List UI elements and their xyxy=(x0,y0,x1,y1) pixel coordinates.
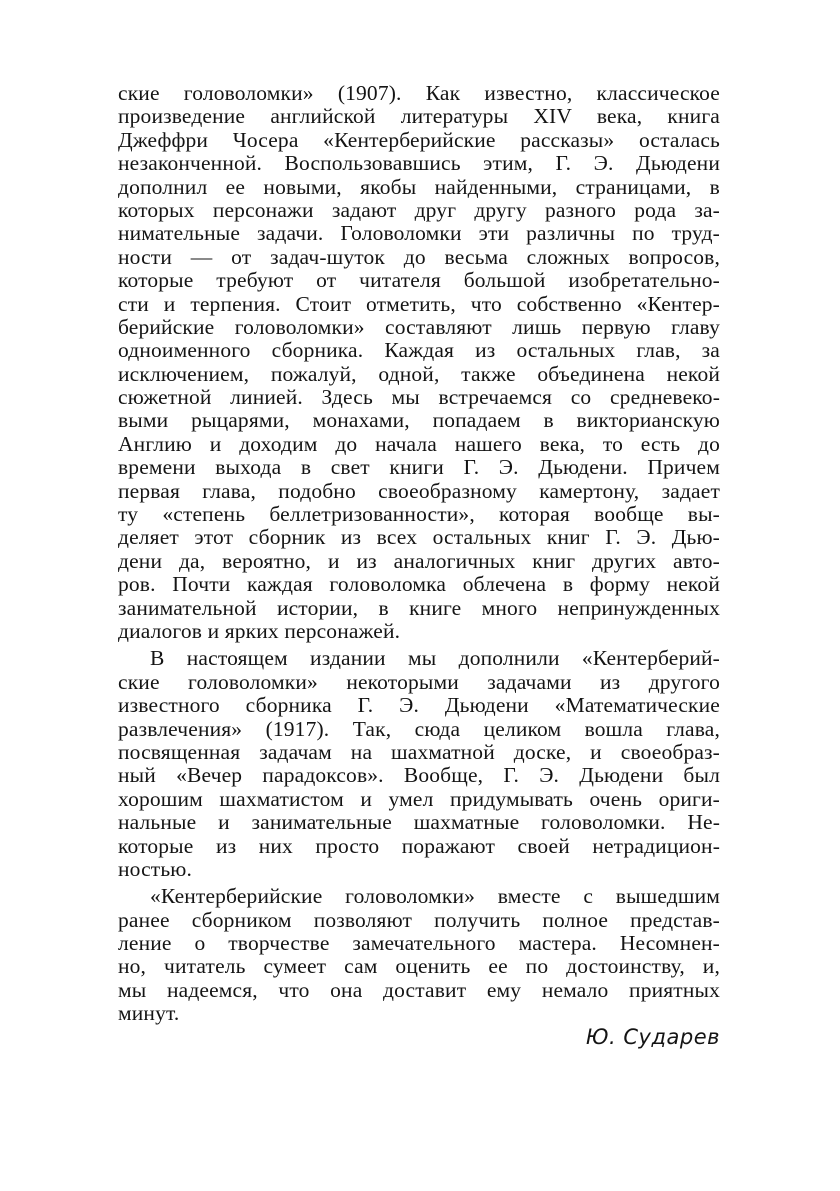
text-line: которые из них просто поражают своей нетрадицион- xyxy=(118,833,720,858)
text-line: дополнил ее новыми, якобы найденными, страницами, в xyxy=(118,174,720,199)
text-line: ности — от задач-шуток до весьма сложных вопросов, xyxy=(118,244,720,269)
text-line: ту «степень беллетризованности», которая вообще вы- xyxy=(118,502,720,527)
text-line: хорошим шахматистом и умел придумывать очень ориги- xyxy=(118,786,720,811)
text-line: развлечения» (1917). Так, сюда целиком вошла глава, xyxy=(118,716,720,741)
paragraph-1 xyxy=(118,82,720,643)
text-line: ностью. xyxy=(118,856,193,881)
text-line: ление о творчестве замечательного мастера. Несомнен- xyxy=(118,931,720,956)
text-line: диалогов и ярких персонажей. xyxy=(118,618,401,643)
text-line: нимательные задачи. Головоломки эти различны по труд- xyxy=(118,221,720,246)
text-line: ские головоломки» некоторыми задачами из другого xyxy=(118,669,720,694)
text-line: дени да, вероятно, и из аналогичных книг других авто- xyxy=(118,548,720,573)
paragraph-3 xyxy=(118,885,720,1025)
text-line: исключением, пожалуй, одной, также объединена некой xyxy=(118,361,720,386)
text-line: Джеффри Чосера «Кентерберийские рассказы» осталась xyxy=(118,127,720,152)
text-line: незаконченной. Воспользовавшись этим, Г. Э. Дьюдени xyxy=(118,151,720,176)
text-line: деляет этот сборник из всех остальных книг Г. Э. Дью- xyxy=(118,525,720,550)
text-line: сюжетной линией. Здесь мы встречаемся со средневеко- xyxy=(118,385,720,410)
text-line: которые требуют от читателя большой изобретательно- xyxy=(118,268,720,293)
text-line: В настоящем издании мы дополнили «Кентерберий- xyxy=(150,646,720,671)
text-line: ранее сборником позволяют получить полное представ- xyxy=(118,907,720,932)
page-body xyxy=(118,81,720,1049)
text-line: известного сборника Г. Э. Дьюдени «Математические xyxy=(118,693,720,718)
text-line: «Кентерберийские головоломки» вместе с вышедшим xyxy=(150,884,720,909)
text-line: сти и терпения. Стоит отметить, что собственно «Кентер- xyxy=(118,291,720,316)
text-line: выми рыцарями, монахами, попадаем в викторианскую xyxy=(118,408,720,433)
text-line: Англию и доходим до начала нашего века, то есть до xyxy=(118,431,720,456)
text-line: одноименного сборника. Каждая из остальных глав, за xyxy=(118,338,720,363)
text-line: посвященная задачам на шахматной доске, и своеобраз- xyxy=(118,739,720,764)
text-line: минут. xyxy=(118,1001,180,1026)
text-line: занимательной истории, в книге много непринужденных xyxy=(118,595,720,620)
text-line: но, читатель сумеет сам оценить ее по достоинству, и, xyxy=(118,954,720,979)
paragraph-2 xyxy=(118,647,720,881)
author-signature: Ю. Сударев xyxy=(585,1024,720,1049)
text-line: ров. Почти каждая головоломка облечена в форму некой xyxy=(118,572,720,597)
text-line: нальные и занимательные шахматные головоломки. Не- xyxy=(118,810,720,835)
text-line: первая глава, подобно своеобразному камертону, задает xyxy=(118,478,720,503)
text-line: мы надеемся, что она доставит ему немало приятных xyxy=(118,977,720,1002)
text-line: которых персонажи задают друг другу разного рода за- xyxy=(118,197,720,222)
text-line: произведение английской литературы XIV века, книга xyxy=(118,104,720,129)
text-line: ный «Вечер парадоксов». Вообще, Г. Э. Дьюдени был xyxy=(118,763,720,788)
text-line: времени выхода в свет книги Г. Э. Дьюдени. Причем xyxy=(118,455,720,480)
text-line: ские головоломки» (1907). Как известно, классическое xyxy=(118,81,720,105)
text-line: берийские головоломки» составляют лишь первую главу xyxy=(118,314,720,339)
